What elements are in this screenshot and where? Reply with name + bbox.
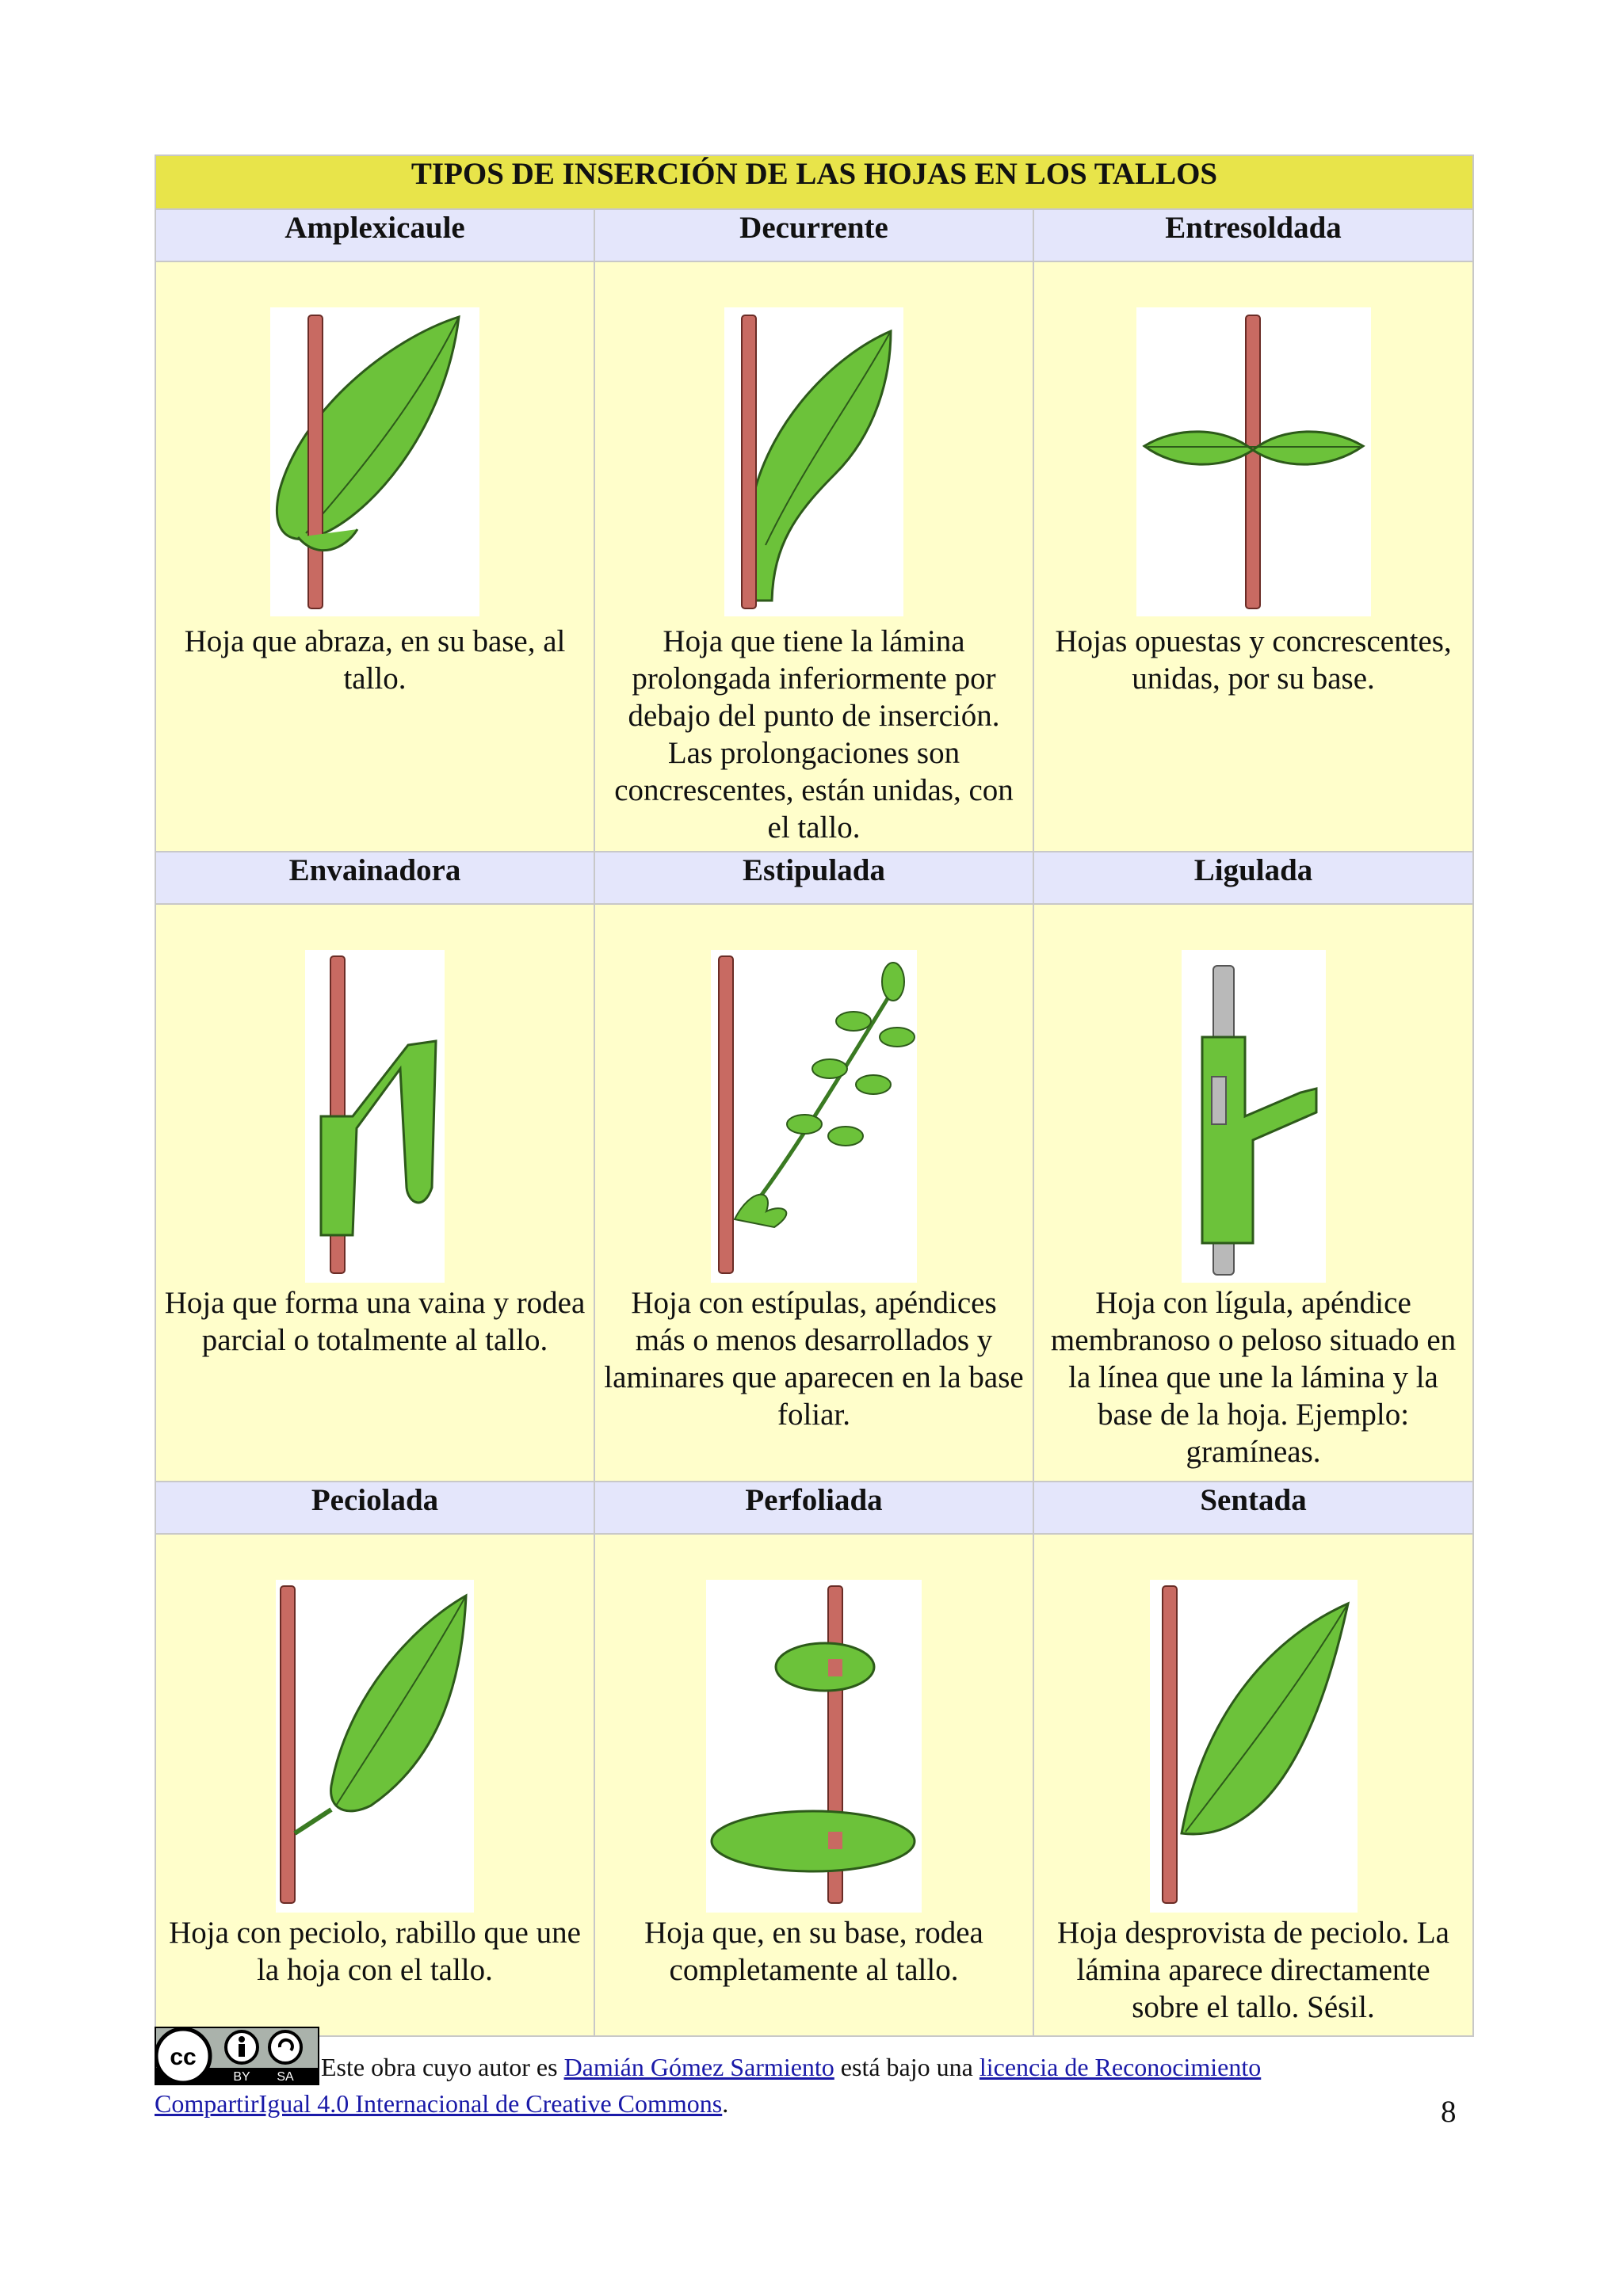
cell-ligulada xyxy=(1033,904,1473,1482)
header-envainadora: Envainadora xyxy=(155,852,594,904)
desc-perfoliada: Hoja que, en su base, rodea completamente al tallo. xyxy=(644,1916,983,1987)
table-title: TIPOS DE INSERCIÓN DE LAS HOJAS EN LOS TALLOS xyxy=(155,155,1473,209)
cell-sentada xyxy=(1033,1534,1473,2036)
header-amplexicaule: Amplexicaule xyxy=(155,209,594,261)
decurrente-illustration xyxy=(724,307,903,616)
header-peciolada: Peciolada xyxy=(155,1482,594,1534)
footer-text-2: está bajo una xyxy=(834,2053,980,2081)
page-number: 8 xyxy=(1441,2095,1457,2129)
header-sentada: Sentada xyxy=(1033,1482,1473,1534)
cell-entresoldada xyxy=(1033,261,1473,852)
cell-estipulada xyxy=(594,904,1033,1482)
envainadora-illustration xyxy=(305,950,445,1283)
desc-sentada: Hoja desprovista de peciolo. La lámina aparece directamente sobre el tallo. Sésil. xyxy=(1057,1916,1449,2024)
desc-peciolada: Hoja con peciolo, rabillo que une la hoja con el tallo. xyxy=(169,1916,581,1987)
desc-ligulada: Hoja con lígula, apéndice membranoso o peloso situado en la línea que une la lámina y la base de la hoja. Ejemplo: gramíneas. xyxy=(1050,1286,1457,1469)
desc-decurrente: Hoja que tiene la lámina prolongada inferiormente por debajo del punto de inserción. Las prolongaciones son concrescentes, están unidas, con el tallo. xyxy=(614,624,1014,845)
cell-amplexicaule xyxy=(155,261,594,852)
peciolada-illustration xyxy=(276,1580,474,1913)
sentada-illustration xyxy=(1150,1580,1358,1913)
cell-decurrente xyxy=(594,261,1033,852)
cell-perfoliada xyxy=(594,1534,1033,2036)
footer-text-1: Este obra cuyo autor es xyxy=(321,2053,564,2081)
desc-entresoldada: Hojas opuestas y concrescentes, unidas, por su base. xyxy=(1055,624,1452,696)
svg-text:BY: BY xyxy=(233,2070,250,2084)
cell-peciolada xyxy=(155,1534,594,2036)
amplexicaule-illustration xyxy=(270,307,479,616)
svg-text:cc: cc xyxy=(170,2044,197,2070)
desc-envainadora: Hoja que forma una vaina y rodea parcial o totalmente al tallo. xyxy=(164,1286,586,1357)
header-perfoliada: Perfoliada xyxy=(594,1482,1033,1534)
estipulada-illustration xyxy=(711,950,917,1283)
leaf-insertion-table xyxy=(155,154,1474,2037)
author-link[interactable]: Damián Gómez Sarmiento xyxy=(563,2053,834,2081)
perfoliada-illustration xyxy=(706,1580,922,1913)
header-ligulada: Ligulada xyxy=(1033,852,1473,904)
desc-amplexicaule: Hoja que abraza, en su base, al tallo. xyxy=(184,624,566,696)
header-decurrente: Decurrente xyxy=(594,209,1033,261)
svg-text:SA: SA xyxy=(277,2070,294,2084)
cc-by-sa-icon[interactable] xyxy=(155,2027,319,2085)
footer-text-3: . xyxy=(722,2089,729,2118)
ligulada-illustration xyxy=(1182,950,1326,1283)
cell-envainadora xyxy=(155,904,594,1482)
entresoldada-illustration xyxy=(1136,307,1371,616)
license-footer xyxy=(155,2027,1343,2122)
license-link[interactable]: licencia de Reconocimiento CompartirIgual 4.0 Internacional de Creative Commons xyxy=(155,2053,1262,2118)
header-estipulada: Estipulada xyxy=(594,852,1033,904)
header-entresoldada: Entresoldada xyxy=(1033,209,1473,261)
desc-estipulada: Hoja con estípulas, apéndices más o menos desarrollados y laminares que aparecen en la base foliar. xyxy=(604,1286,1024,1432)
